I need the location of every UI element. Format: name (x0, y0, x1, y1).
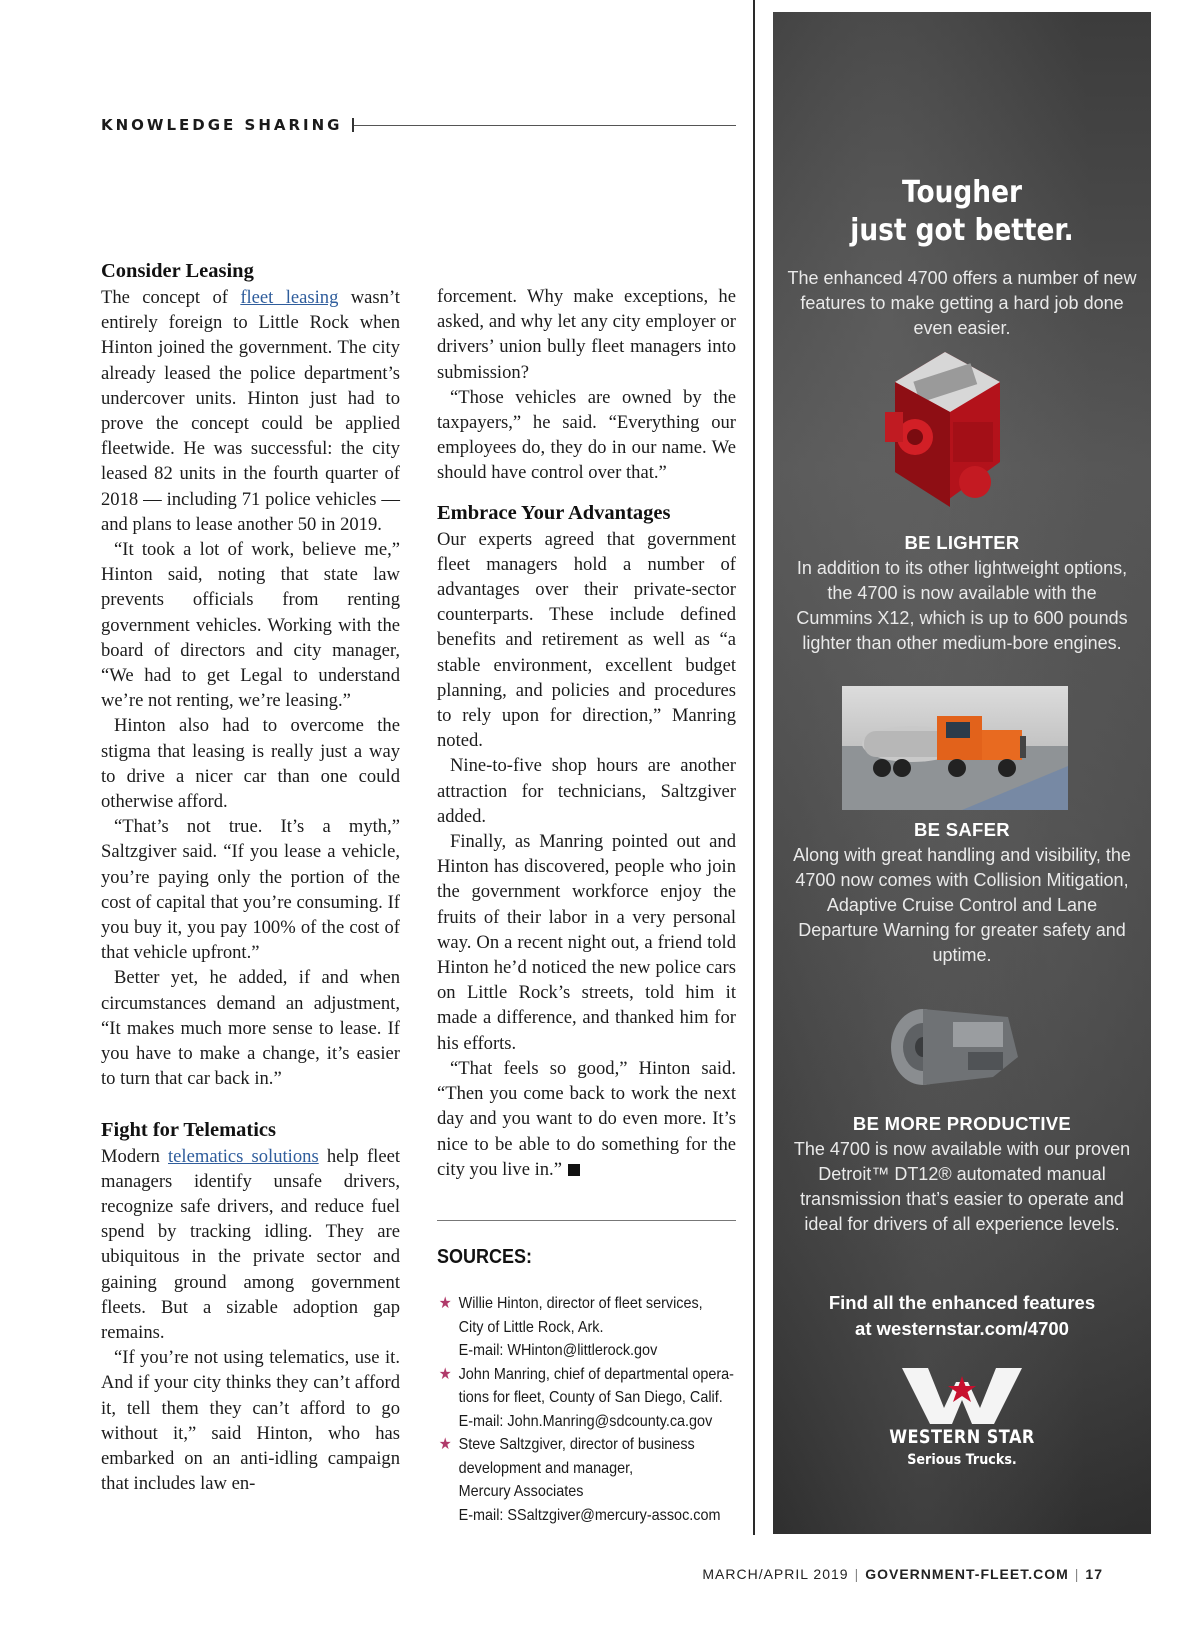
sources-divider (437, 1220, 736, 1221)
western-star-advertisement[interactable] (773, 12, 1151, 1534)
paragraph-leasing-1: The concept of fleet leasing wasn’t entirely foreign to Little Rock when Hinton joined the government. The city already leased the police department’s undercover units. Hinton just had to prove the concept could be applied fleetwide. He was successful: the city leased 82 units in the fourth quarter of 2018 — including 71 police vehicles — and plans to lease another 50 in 2019. (101, 287, 400, 535)
paragraph-telematics-1: Modern telematics solutions help fleet managers identify unsafe drivers, recognize safe drivers, and reduce fuel spend by tracking idling. They are ubiquitous in the private sector and gaining ground among government fleets. But a sizable adoption gap remains. (101, 1145, 400, 1343)
paragraph-advantages-2: Nine-to-five shop hours are another attraction for technicians, Saltzgiver added. (437, 755, 736, 827)
transmission-image (883, 997, 1023, 1089)
paragraph-leasing-3: Hinton also had to overcome the stigma that leasing is really just a way to drive a nicer car than one could otherwise afford. (101, 715, 400, 813)
telematics-solutions-link[interactable]: telematics solutions (168, 1145, 319, 1167)
ad-body-safer: Along with great handling and visibility, the 4700 now comes with Collision Mitigation, Adaptive Cruise Control and Lane Departure Warning for greater safety and uptime. (793, 845, 1131, 965)
paragraph-leasing-2: “It took a lot of work, believe me,” Hinton said, noting that state law prevents officials from renting government vehicles. Working with the board of directors and city manager, “We had to get Legal to understand we’re not renting, we’re leasing.” (101, 539, 400, 712)
heading-fight-for-telematics: Fight for Telematics (101, 1118, 276, 1141)
article-column-2 (437, 284, 736, 1182)
paragraph-leasing-5: Better yet, he added, if and when circumstances demand an adjustment, “It makes much more sense to lease. If you have to make a change, it’s easier to turn that car back in.” (101, 967, 400, 1090)
ad-body-productive: The 4700 is now available with our proven Detroit™ DT12® automated manual transmission that’s easier to operate and ideal for drivers of all experience levels. (793, 1139, 1131, 1234)
paragraph-advantages-3: Finally, as Manring pointed out and Hinton has discovered, people who join the government workforce enjoy the fruits of their labor in a very personal way. On a recent night out, a friend told Hinton he’d noticed the new police cars on Little Rock’s streets, told him it made a difference, and thanked him for his efforts. (437, 831, 736, 1054)
source-item: ★ John Manring, chief of departmental opera- tions for fleet, County of San Diego, Calif. E-mail: John.Manring@sdcounty.ca.gov (437, 1363, 743, 1434)
source-email[interactable]: E-mail: SSaltzgiver@mercury-assoc.com (458, 1506, 721, 1524)
source-email[interactable]: E-mail: John.Manring@sdcounty.ca.gov (458, 1412, 713, 1430)
paragraph-continued-1: forcement. Why make exceptions, he asked, and why let any city employer or drivers’ union bully fleet managers into submission? (437, 286, 736, 383)
fleet-leasing-link[interactable]: fleet leasing (240, 287, 339, 308)
source-item: ★ Willie Hinton, director of fleet services, City of Little Rock, Ark. E-mail: WHinton@littlerock.gov (437, 1292, 743, 1363)
ad-body-lighter: In addition to its other lightweight options, the 4700 is now available with the Cummins X12, which is up to 600 pounds lighter than other medium-bore engines. (796, 558, 1128, 653)
page-footer: MARCH/APRIL 2019 | GOVERNMENT-FLEET.COM | 17 (702, 1566, 1103, 1582)
issue-date: MARCH/APRIL 2019 (702, 1566, 849, 1582)
ad-call-to-action[interactable]: Find all the enhanced features at westernstar.com/4700 (828, 1292, 1096, 1339)
truck-image (842, 686, 1068, 810)
end-of-article-mark (568, 1164, 580, 1176)
star-icon: ★ (438, 1436, 452, 1453)
ad-intro: The enhanced 4700 offers a number of new features to make getting a hard job done even easier. (787, 268, 1137, 338)
ad-subheading-safer: BE SAFER (914, 819, 1010, 840)
source-email[interactable]: E-mail: WHinton@littlerock.gov (458, 1342, 658, 1359)
section-header (101, 115, 736, 135)
ad-headline: Tougher just got better. (850, 175, 1074, 248)
page-number: 17 (1085, 1566, 1103, 1582)
column-divider (753, 0, 755, 1535)
brand-tagline: Serious Trucks. (907, 1452, 1017, 1468)
sources-list (437, 1292, 747, 1527)
brand-name: WESTERN STAR (889, 1426, 1035, 1448)
paragraph-telematics-2: “If you’re not using telematics, use it. And if your city thinks they can’t afford it, tell them they can’t afford to go without it,” said Hinton, who has embarked on an anti-idling campaign that includes law en- (101, 1347, 400, 1495)
site-name: GOVERNMENT-FLEET.COM (865, 1566, 1069, 1582)
section-label: KNOWLEDGE SHARING (101, 116, 343, 134)
ad-subheading-lighter: BE LIGHTER (904, 532, 1020, 553)
article-column-1 (101, 258, 400, 1496)
heading-consider-leasing: Consider Leasing (101, 260, 254, 282)
paragraph-continued-2: “Those vehicles are owned by the taxpayers,” he said. “Everything our employees do, they do in our name. We should have control over that.” (437, 386, 736, 484)
paragraph-advantages-4: “That feels so good,” Hinton said. “Then you come back to work the next day and you want to do even more. It’s nice to be able to do something for the city you live in.” (437, 1057, 736, 1180)
star-icon: ★ (438, 1295, 452, 1312)
paragraph-advantages-1: Our experts agreed that government fleet managers hold a number of advantages over their private-sector counterparts. These include defined benefits and retirement as well as “a stable environment, excellent budget planning, and policies and procedures to rely upon for direction,” Manring noted. (437, 528, 736, 752)
star-icon: ★ (438, 1365, 452, 1383)
ad-subheading-productive: BE MORE PRODUCTIVE (852, 1113, 1072, 1134)
heading-embrace-advantages: Embrace Your Advantages (437, 501, 671, 524)
sources-title: SOURCES: (437, 1246, 533, 1268)
paragraph-leasing-4: “That’s not true. It’s a myth,” Saltzgiver said. “If you lease a vehicle, you’re paying only the portion of the cost of capital that you’re consuming. If you buy it, you pay 100% of the cost of that vehicle upfront.” (101, 816, 400, 964)
source-item: ★ Steve Saltzgiver, director of business development and manager, Mercury Associates E-mail: SSaltzgiver@mercury-assoc.com (437, 1433, 743, 1527)
engine-image (875, 342, 1015, 520)
section-rule (354, 125, 736, 126)
western-star-logo-icon (902, 1368, 1022, 1424)
